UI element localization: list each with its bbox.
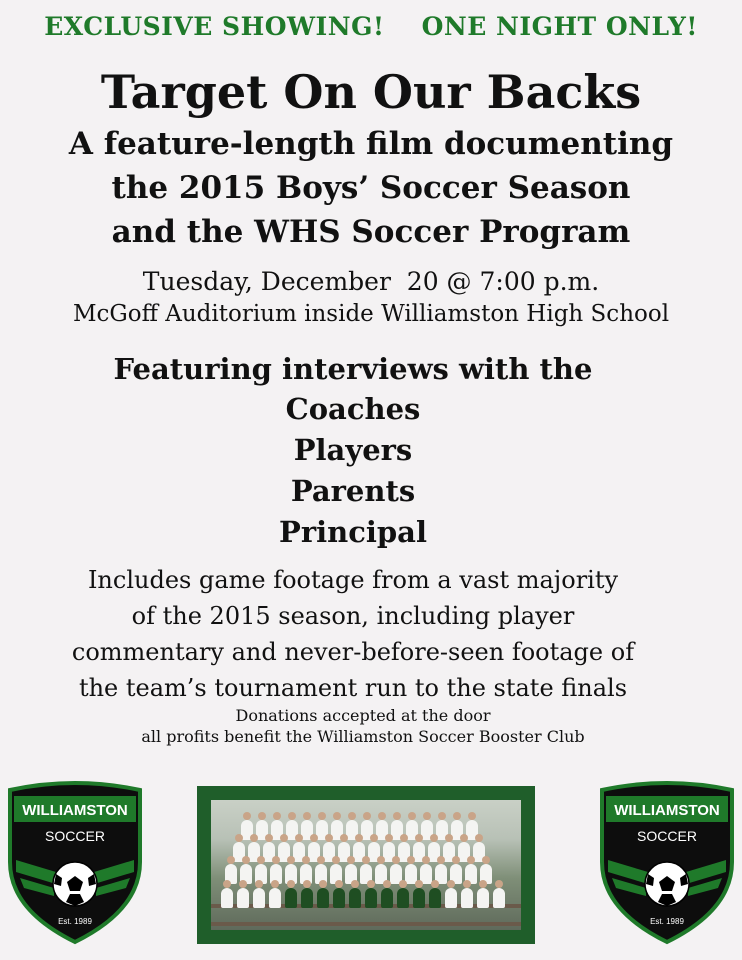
soccer-shield-logo [6, 780, 144, 945]
tagline-left: EXCLUSIVE SHOWING! [44, 12, 385, 41]
player-figure-head [318, 812, 326, 820]
player-figure-head [333, 812, 341, 820]
player-figure-head [243, 812, 251, 820]
player-figure-head [399, 880, 407, 888]
player-figure-head [303, 812, 311, 820]
player-figure-head [393, 812, 401, 820]
player-figure-head [335, 880, 343, 888]
featuring-item: Parents [290, 474, 416, 508]
player-figure-head [482, 856, 490, 864]
logo-name: WILLIAMSTON [22, 802, 128, 819]
player-figure-head [452, 856, 460, 864]
team-photo [197, 786, 535, 944]
player-figure-head [468, 812, 476, 820]
tagline-right: ONE NIGHT ONLY! [421, 12, 698, 41]
player-figure-head [239, 880, 247, 888]
player-figure [413, 888, 425, 908]
player-figure-head [273, 812, 281, 820]
player-figure-head [303, 880, 311, 888]
player-figure-head [319, 880, 327, 888]
player-figure [381, 888, 393, 908]
player-figure-head [340, 834, 348, 842]
player-figure-head [325, 834, 333, 842]
booster-club-note: all profits benefit the Williamston Soccer Booster Club [141, 727, 585, 746]
player-figure-head [288, 812, 296, 820]
player-figure-head [407, 856, 415, 864]
player-figure-head [363, 812, 371, 820]
team-photo-image [211, 800, 521, 930]
tagline [0, 12, 742, 41]
player-figure-head [223, 880, 231, 888]
player-figure-head [437, 856, 445, 864]
player-figure-head [400, 834, 408, 842]
player-figure-head [431, 880, 439, 888]
player-figure [269, 888, 281, 908]
player-figure [365, 888, 377, 908]
player-figure-head [347, 856, 355, 864]
description-line: of the 2015 season, including player [131, 602, 575, 630]
player-figure [445, 888, 457, 908]
player-figure-head [415, 880, 423, 888]
player-figure-head [408, 812, 416, 820]
player-figure [461, 888, 473, 908]
player-figure [477, 888, 489, 908]
player-figure-head [257, 856, 265, 864]
player-figure-head [423, 812, 431, 820]
logo-sport: SOCCER [45, 828, 105, 844]
soccer-ball-icon [53, 862, 97, 906]
player-figure-head [235, 834, 243, 842]
player-figure-head [377, 856, 385, 864]
player-figure-head [460, 834, 468, 842]
logo-est: Est. 1989 [58, 917, 92, 926]
event-date: Tuesday, December 20 @ 7:00 p.m. [142, 267, 600, 296]
soccer-shield-logo [598, 780, 736, 945]
subtitle-line: the 2015 Boys’ Soccer Season [111, 170, 631, 206]
player-figure [221, 888, 233, 908]
logo-name: WILLIAMSTON [614, 802, 720, 819]
player-figure-head [383, 880, 391, 888]
player-figure-head [495, 880, 503, 888]
player-figure [317, 888, 329, 908]
film-subtitle [0, 122, 742, 254]
player-figure [493, 888, 505, 908]
featuring-item: Principal [279, 515, 427, 549]
player-figure [237, 888, 249, 908]
player-figure [397, 888, 409, 908]
player-figure-head [385, 834, 393, 842]
player-figure-head [287, 880, 295, 888]
player-figure-head [463, 880, 471, 888]
player-figure-head [479, 880, 487, 888]
player-figure-head [445, 834, 453, 842]
player-figure [285, 888, 297, 908]
player-figure-head [310, 834, 318, 842]
player-figure [301, 888, 313, 908]
player-figure-head [355, 834, 363, 842]
player-figure-head [392, 856, 400, 864]
description-line: the team’s tournament run to the state finals [78, 674, 628, 702]
player-figure-head [242, 856, 250, 864]
logo-sport: SOCCER [637, 828, 697, 844]
player-figure-head [271, 880, 279, 888]
donations-note: Donations accepted at the door [235, 706, 491, 725]
logo-est: Est. 1989 [650, 917, 684, 926]
player-figure-head [332, 856, 340, 864]
soccer-ball-icon [645, 862, 689, 906]
player-figure-head [250, 834, 258, 842]
player-figure-head [438, 812, 446, 820]
featuring-item: Coaches [285, 392, 421, 426]
player-figure-head [367, 880, 375, 888]
player-figure-head [265, 834, 273, 842]
player-figure-head [415, 834, 423, 842]
player-figure-head [370, 834, 378, 842]
player-figure-head [287, 856, 295, 864]
player-figure [429, 888, 441, 908]
description-line: Includes game footage from a vast majority [87, 566, 619, 594]
featuring-item: Players [293, 433, 413, 467]
event-venue: McGoff Auditorium inside Williamston High School [72, 301, 670, 327]
film-title: Target On Our Backs [100, 65, 642, 119]
player-figure-head [295, 834, 303, 842]
player-figure-head [272, 856, 280, 864]
player-figure-head [467, 856, 475, 864]
player-figure [253, 888, 265, 908]
player-figure-head [258, 812, 266, 820]
player-figure-head [351, 880, 359, 888]
player-figure-head [317, 856, 325, 864]
player-figure-head [453, 812, 461, 820]
subtitle-line: A feature-length film documenting [68, 126, 674, 162]
player-figure [333, 888, 345, 908]
player-figure-head [362, 856, 370, 864]
player-figure-head [475, 834, 483, 842]
featuring-heading: Featuring interviews with the [113, 352, 593, 386]
player-figure-head [378, 812, 386, 820]
player-figure-head [447, 880, 455, 888]
player-figure-head [348, 812, 356, 820]
description-line: commentary and never-before-seen footage of [71, 638, 635, 666]
player-figure [349, 888, 361, 908]
player-figure-head [255, 880, 263, 888]
film-description [0, 562, 724, 706]
subtitle-line: and the WHS Soccer Program [111, 214, 631, 250]
player-figure-head [430, 834, 438, 842]
player-figure-head [302, 856, 310, 864]
player-figure-head [280, 834, 288, 842]
player-figure-head [227, 856, 235, 864]
player-figure-head [422, 856, 430, 864]
